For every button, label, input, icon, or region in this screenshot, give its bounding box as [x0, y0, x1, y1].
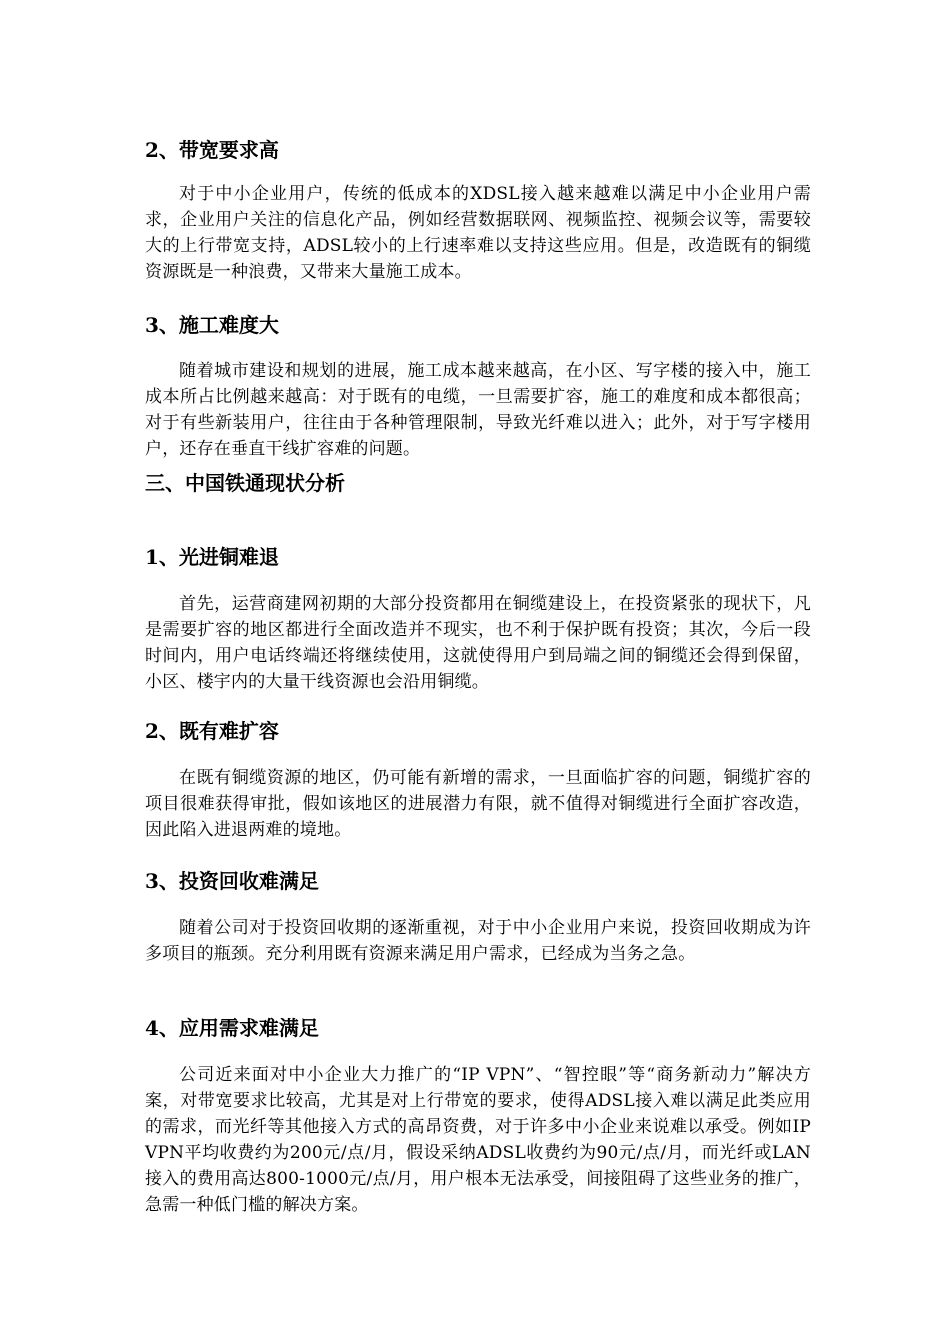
section-construction [145, 313, 811, 337]
section-bandwidth [145, 138, 811, 162]
section-application [145, 1016, 811, 1040]
section-heading: 1、光进铜难退 [145, 545, 279, 569]
section-paragraph: 公司近来面对中小企业大力推广的“IP VPN”、“智控眼”等“商务新动力”解决方案，对带宽要求比较高，尤其是对上行带宽的要求，使得ADSL接入难以满足此类应用的需求，而光纤等其他接入方式的高昂资费，对于许多中小企业来说难以承受。例如IP VPN平均收费约为200元/点/月，假设采纳ADSL收费约为90元/点/月，而光纤或LAN接入的费用高达800-1000元/点/月，用户根本无法承受，间接阻碍了这些业务的推广，急需一种低门槛的解决方案。 [145, 1065, 811, 1215]
section-application-body [145, 1062, 811, 1218]
section-paragraph: 首先，运营商建网初期的大部分投资都用在铜缆建设上，在投资紧张的现状下，凡是需要扩容的地区都进行全面改造并不现实，也不利于保护既有投资；其次，今后一段时间内，用户电话终端还将继续使用，这就使得用户到局端之间的铜缆还会得到保留，小区、楼宇内的大量干线资源也会沿用铜缆。 [145, 594, 811, 692]
section-heading: 2、既有难扩容 [145, 719, 279, 743]
section-paragraph: 对于中小企业用户，传统的低成本的XDSL接入越来越难以满足中小企业用户需求，企业用户关注的信息化产品，例如经营数据联网、视频监控、视频会议等，需要较大的上行带宽支持，ADSL较小的上行速率难以支持这些应用。但是，改造既有的铜缆资源既是一种浪费，又带来大量施工成本。 [145, 184, 811, 282]
section-heading: 4、应用需求难满足 [145, 1016, 319, 1040]
section-heading: 2、带宽要求高 [145, 138, 279, 162]
section-heading: 3、投资回收难满足 [145, 869, 319, 893]
section-construction-body [145, 358, 811, 462]
section-investment [145, 869, 811, 893]
section-paragraph: 在既有铜缆资源的地区，仍可能有新增的需求，一旦面临扩容的问题，铜缆扩容的项目很难获得审批，假如该地区的进展潜力有限，就不值得对铜缆进行全面扩容改造，因此陷入进退两难的境地。 [145, 768, 811, 840]
section-copper [145, 545, 811, 569]
chapter-analysis [145, 471, 811, 495]
section-investment-body [145, 915, 811, 967]
section-copper-body [145, 591, 811, 695]
section-expansion-body [145, 765, 811, 843]
section-paragraph: 随着公司对于投资回收期的逐渐重视，对于中小企业用户来说，投资回收期成为许多项目的瓶颈。充分利用既有资源来满足用户需求，已经成为当务之急。 [145, 918, 811, 964]
chapter-heading: 三、中国铁通现状分析 [145, 471, 345, 495]
section-expansion [145, 719, 811, 743]
section-heading: 3、施工难度大 [145, 313, 279, 337]
section-bandwidth-body [145, 181, 811, 285]
section-paragraph: 随着城市建设和规划的进展，施工成本越来越高，在小区、写字楼的接入中，施工成本所占比例越来越高：对于既有的电缆，一旦需要扩容，施工的难度和成本都很高；对于有些新装用户，往往由于各种管理限制，导致光纤难以进入；此外，对于写字楼用户，还存在垂直干线扩容难的问题。 [145, 361, 811, 459]
